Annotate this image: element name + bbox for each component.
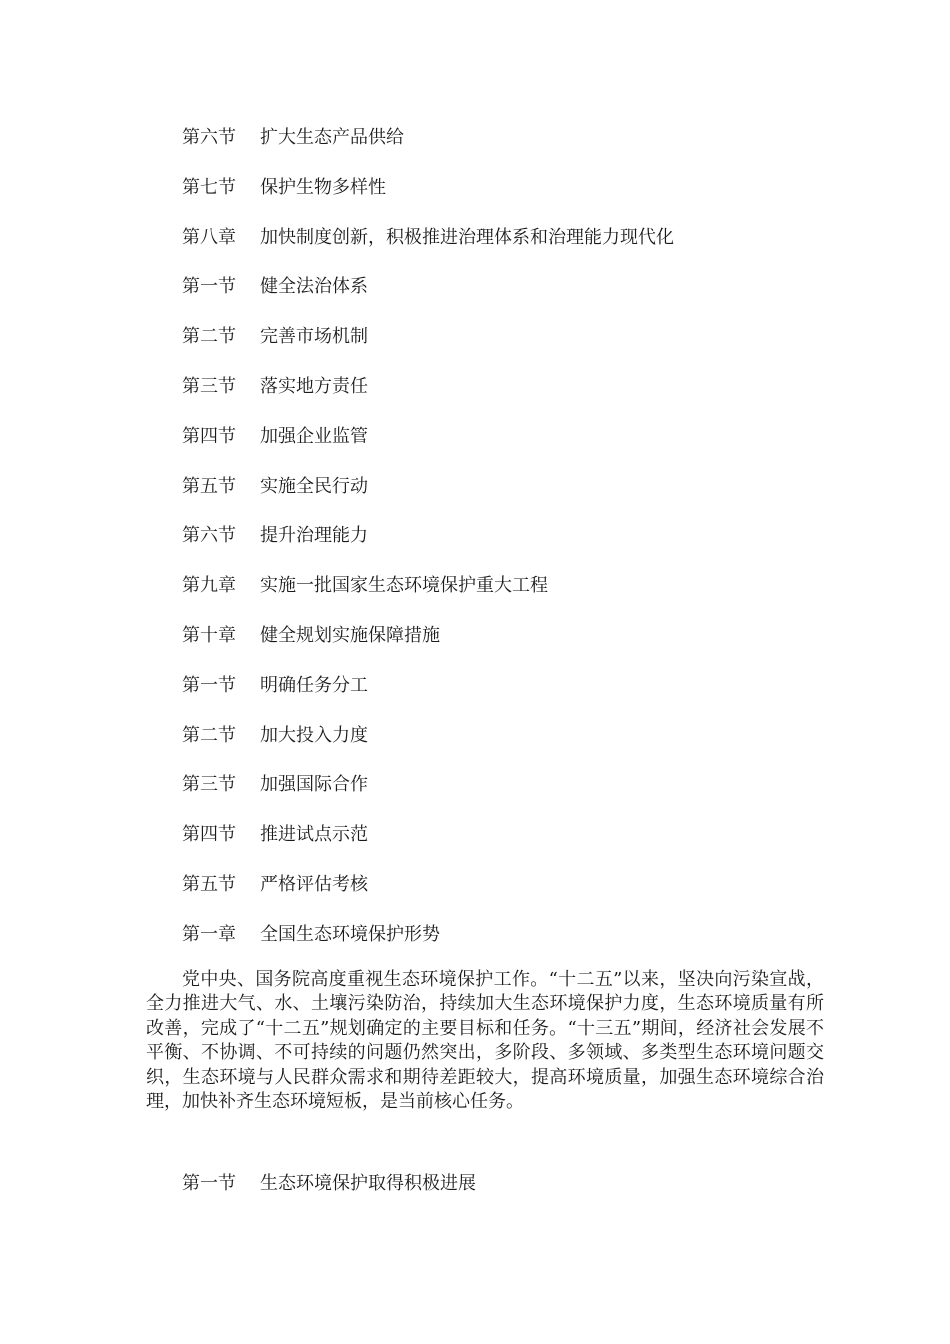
toc-entry-number: 第二节 [182,326,236,348]
toc-entry [182,771,674,821]
toc-entry-title: 提升治理能力 [260,525,368,547]
toc-entry [182,722,674,772]
toc-entry-number: 第八章 [182,226,236,248]
toc-entry-title: 推进试点示范 [260,824,368,846]
toc-entry [182,224,674,274]
toc-entry-title: 实施全民行动 [260,475,368,497]
toc-entry-number: 第五节 [182,873,236,895]
toc-entry-number: 第二节 [182,724,236,746]
toc-entry-number: 第三节 [182,774,236,796]
toc-entry [182,522,674,572]
toc-entry-number: 第九章 [182,575,236,597]
toc-entry-number: 第一节 [182,276,236,298]
toc-entry [182,921,674,971]
toc-entry-title: 加快制度创新，积极推进治理体系和治理能力现代化 [260,226,674,248]
toc-entry-number: 第一章 [182,923,236,945]
toc-entry [182,622,674,672]
toc-entry [182,273,674,323]
section-heading-number: 第一节 [182,1173,236,1194]
toc-entry-title: 实施一批国家生态环境保护重大工程 [260,575,548,597]
toc-entry [182,672,674,722]
toc-entry-title: 健全规划实施保障措施 [260,624,440,646]
toc-entry [182,473,674,523]
toc-entry-number: 第三节 [182,375,236,397]
toc-entry-title: 加强企业监管 [260,425,368,447]
section-heading-title: 生态环境保护取得积极进展 [260,1173,476,1194]
toc-entry [182,871,674,921]
toc-entry-number: 第七节 [182,176,236,198]
toc-entry [182,423,674,473]
toc-entry-title: 加大投入力度 [260,724,368,746]
toc-entry-number: 第六节 [182,525,236,547]
toc-entry [182,174,674,224]
toc-entry [182,323,674,373]
toc-entry-title: 明确任务分工 [260,674,368,696]
toc-entry-number: 第四节 [182,824,236,846]
toc-entry [182,373,674,423]
toc-entry-title: 保护生物多样性 [260,176,386,198]
toc-entry-number: 第六节 [182,127,236,148]
section-heading [182,1170,476,1198]
toc-entry-number: 第十章 [182,624,236,646]
toc-entry-title: 落实地方责任 [260,375,368,397]
table-of-contents [182,124,674,971]
toc-entry-title: 全国生态环境保护形势 [260,923,440,945]
toc-entry-title: 健全法治体系 [260,276,368,298]
toc-entry-number: 第四节 [182,425,236,447]
toc-entry-title: 严格评估考核 [260,873,368,895]
toc-entry-title: 加强国际合作 [260,774,368,796]
body-paragraph: 党中央、国务院高度重视生态环境保护工作。“十二五”以来，坚决向污染宣战，全力推进大气、水、土壤污染防治，持续加大生态环境保护力度，生态环境质量有所改善，完成了“十二五”规划确定的主要目标和任务。“十三五”期间，经济社会发展不平衡、不协调、不可持续的问题仍然突出，多阶段、多领域、多类型生态环境问题交织，生态环境与人民群众需求和期待差距较大，提高环境质量，加强生态环境综合治理，加快补齐生态环境短板，是当前核心任务。 [146,969,824,1113]
toc-entry [182,821,674,871]
toc-entry-title: 完善市场机制 [260,326,368,348]
toc-entry [182,572,674,622]
toc-entry-title: 扩大生态产品供给 [260,127,404,148]
toc-entry-number: 第一节 [182,674,236,696]
toc-entry [182,124,674,174]
toc-entry-number: 第五节 [182,475,236,497]
